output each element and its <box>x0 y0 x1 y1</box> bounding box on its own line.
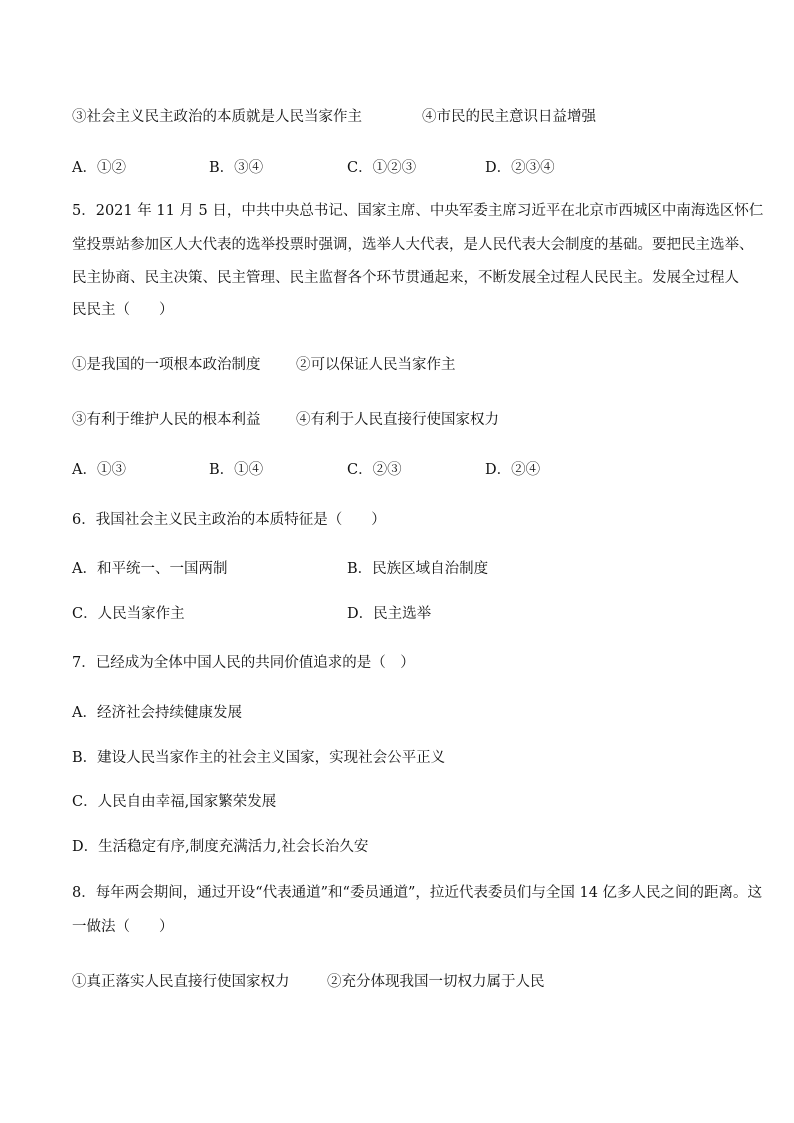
q5-stem-line-1: 5．2021 年 11 月 5 日，中共中央总书记、国家主席、中央军委主席习近平在北京市西城区中南海选区怀仁 <box>72 203 764 219</box>
q5-option-c: C．②③ <box>347 462 402 478</box>
q7-option-b: B．建设人民当家作主的社会主义国家，实现社会公平正义 <box>72 750 446 766</box>
q6-option-b: B．民族区域自治制度 <box>347 561 489 577</box>
q5-statement-3: ③有利于维护人民的根本利益 <box>72 412 261 428</box>
q6-option-d: D．民主选举 <box>347 606 432 622</box>
q4-option-c: C．①②③ <box>347 160 417 176</box>
q4-option-a: A．①② <box>72 160 126 176</box>
q7-stem: 7．已经成为全体中国人民的共同价值追求的是（ ） <box>72 655 415 671</box>
q4-statement-3: ③社会主义民主政治的本质就是人民当家作主 <box>72 109 362 125</box>
q7-option-d: D．生活稳定有序,制度充满活力,社会长治久安 <box>72 839 369 855</box>
q7-option-c: C．人民自由幸福,国家繁荣发展 <box>72 794 277 810</box>
q6-option-a: A．和平统一、一国两制 <box>72 561 228 577</box>
q4-option-b: B．③④ <box>209 160 264 176</box>
q8-stem-line-1: 8．每年两会期间，通过开设“代表通道”和“委员通道”，拉近代表委员们与全国 14 亿多人民之间的距离。这 <box>72 885 763 901</box>
q8-statement-1: ①真正落实人民直接行使国家权力 <box>72 974 290 990</box>
q5-statement-2: ②可以保证人民当家作主 <box>296 357 456 373</box>
q5-statement-1: ①是我国的一项根本政治制度 <box>72 357 261 373</box>
q5-option-a: A．①③ <box>72 462 126 478</box>
q5-stem-line-4: 民民主（ ） <box>72 302 174 318</box>
q7-option-a: A．经济社会持续健康发展 <box>72 705 242 721</box>
q6-stem: 6．我国社会主义民主政治的本质特征是（ ） <box>72 512 386 528</box>
q5-option-b: B．①④ <box>209 462 264 478</box>
q8-stem-line-2: 一做法（ ） <box>72 919 174 935</box>
q5-option-d: D．②④ <box>485 462 541 478</box>
q4-option-d: D．②③④ <box>485 160 555 176</box>
q5-stem-line-2: 堂投票站参加区人大代表的选举投票时强调，选举人大代表，是人民代表大会制度的基础。要把民主选举、 <box>72 237 754 253</box>
q5-statement-4: ④有利于人民直接行使国家权力 <box>296 412 499 428</box>
q4-statement-4: ④市民的民主意识日益增强 <box>422 109 596 125</box>
q8-statement-2: ②充分体现我国一切权力属于人民 <box>327 974 545 990</box>
q6-option-c: C．人民当家作主 <box>72 606 185 622</box>
q5-stem-line-3: 民主协商、民主决策、民主管理、民主监督各个环节贯通起来，不断发展全过程人民民主。发展全过程人 <box>72 270 739 286</box>
